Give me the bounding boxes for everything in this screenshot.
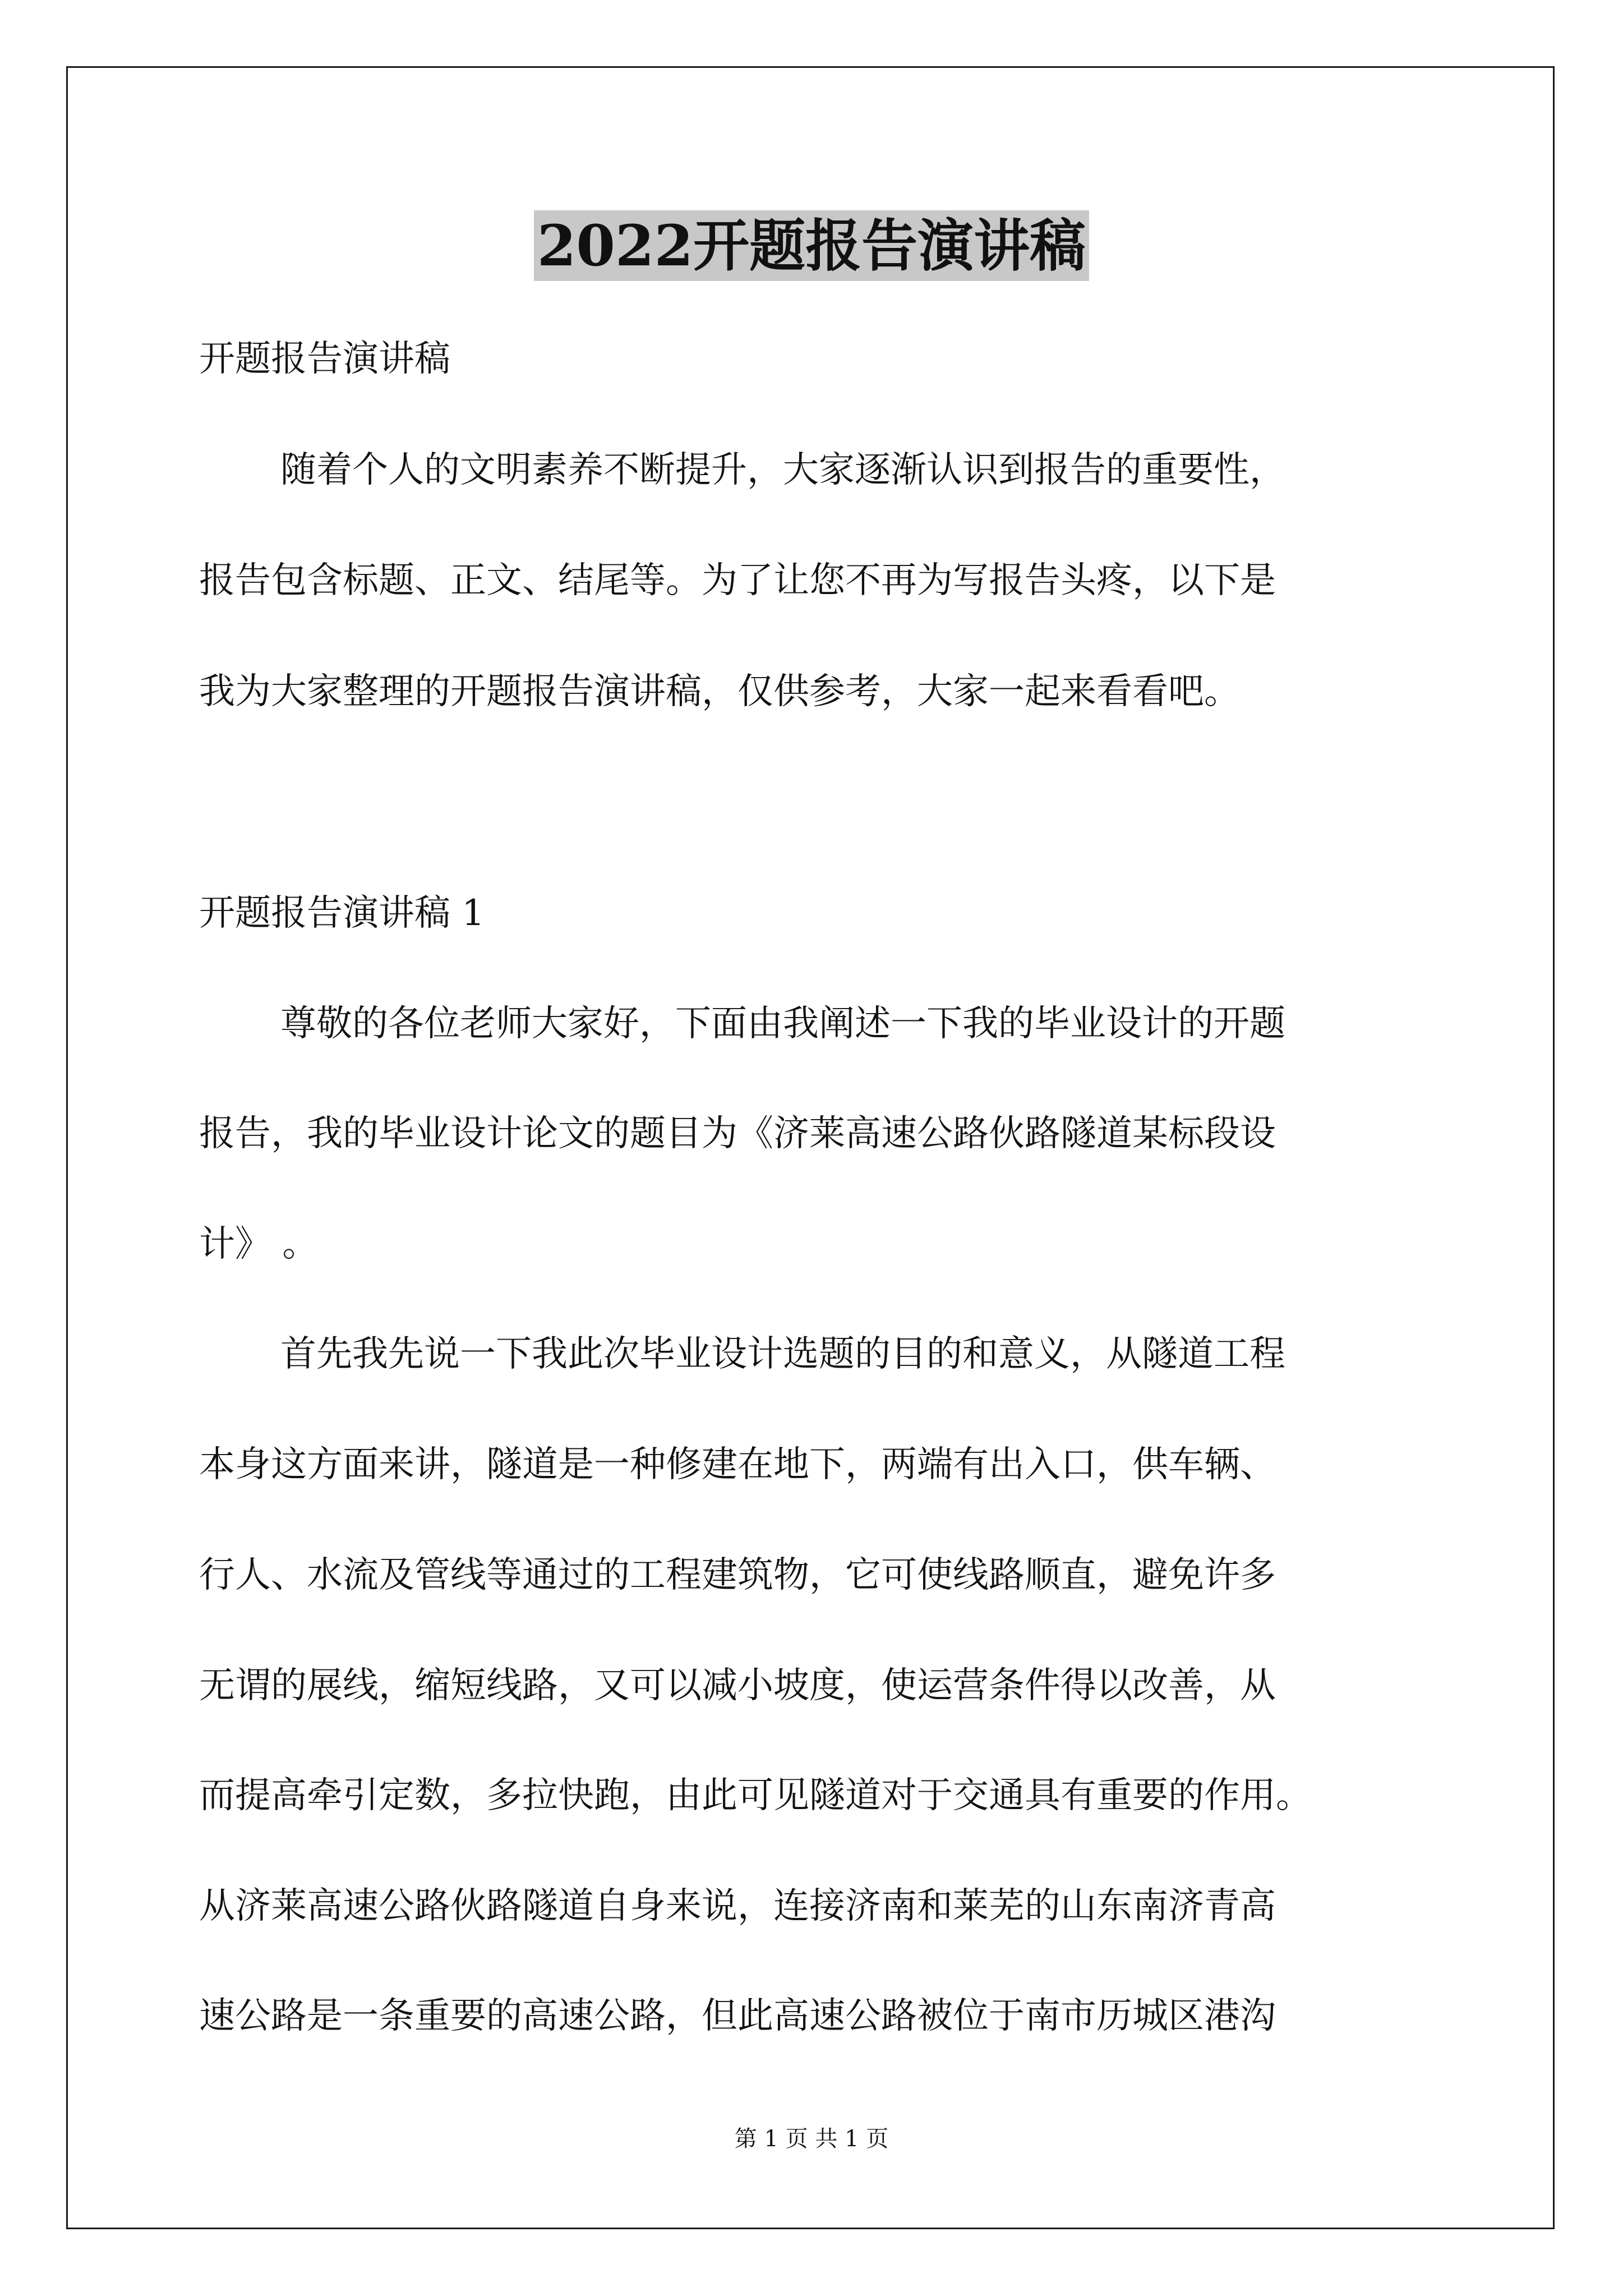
para2-line-3: 行人、水流及管线等通过的工程建筑物，它可使线路顺直，避免许多: [199, 1554, 1276, 1596]
para2-line-1: 首先我先说一下我此次毕业设计选题的目的和意义，从隧道工程: [280, 1333, 1285, 1375]
section-heading: 开题报告演讲稿 1: [199, 892, 485, 934]
para2-line-5: 而提高牵引定数，多拉快跑，由此可见隧道对于交通具有重要的作用。: [199, 1775, 1312, 1816]
para2-line-2: 本身这方面来讲，隧道是一种修建在地下，两端有出入口，供车辆、: [199, 1444, 1276, 1485]
document-title-text: 2022开题报告演讲稿: [534, 210, 1089, 281]
para2-line-7: 速公路是一条重要的高速公路，但此高速公路被位于南市历城区港沟: [199, 1995, 1276, 2037]
intro-line-1: 随着个人的文明素养不断提升，大家逐渐认识到报告的重要性，: [280, 449, 1285, 491]
intro-line-2: 报告包含标题、正文、结尾等。为了让您不再为写报告头疼，以下是: [199, 560, 1276, 601]
intro-line-3: 我为大家整理的开题报告演讲稿，仅供参考，大家一起来看看吧。: [199, 671, 1240, 712]
para2-line-6: 从济莱高速公路伙路隧道自身来说，连接济南和莱芜的山东南济青高: [199, 1885, 1276, 1927]
para1-line-2: 报告，我的毕业设计论文的题目为《济莱高速公路伙路隧道某标段设: [199, 1113, 1276, 1154]
document-subtitle: 开题报告演讲稿: [199, 338, 450, 380]
para1-line-1: 尊敬的各位老师大家好，下面由我阐述一下我的毕业设计的开题: [280, 1003, 1285, 1045]
para2-line-4: 无谓的展线，缩短线路，又可以减小坡度，使运营条件得以改善，从: [199, 1665, 1276, 1706]
document-title: [0, 206, 1623, 285]
page-footer: 第 1 页 共 1 页: [734, 2126, 889, 2152]
para1-line-3: 计》 。: [199, 1223, 319, 1265]
